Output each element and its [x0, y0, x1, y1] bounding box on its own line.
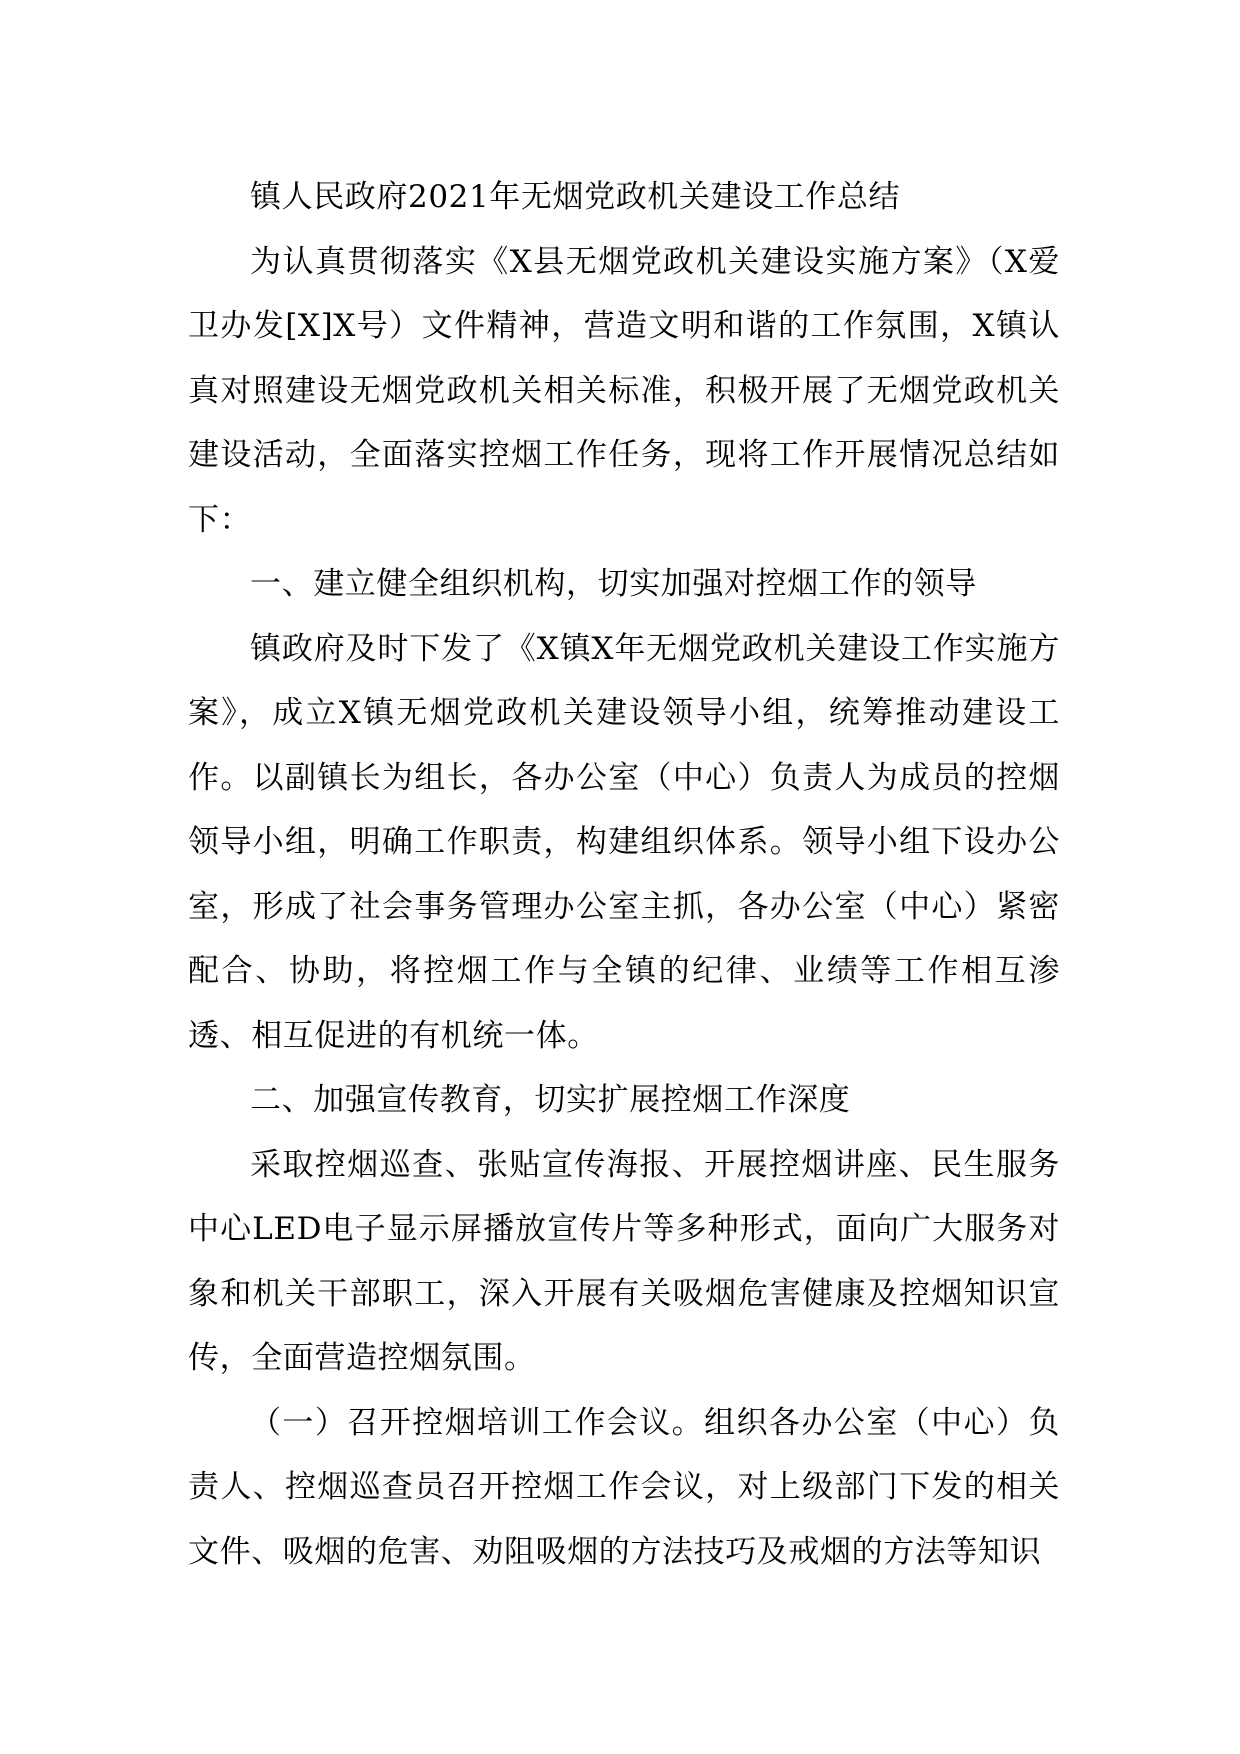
intro-paragraph: 为认真贯彻落实《X县无烟党政机关建设实施方案》（X爱卫办发[X]X号）文件精神，营造文明和谐的工作氛围，X镇认真对照建设无烟党政机关相关标准，积极开展了无烟党政机关建设活动，全面落实控烟工作任务，现将工作开展情况总结如下：	[188, 243, 1060, 538]
section-heading-1: 一、建立健全组织机构，切实加强对控烟工作的领导	[250, 566, 977, 602]
document-body	[188, 165, 1060, 1584]
section-heading-2: 二、加强宣传教育，切实扩展控烟工作深度	[250, 1082, 851, 1118]
section-2-paragraph: 采取控烟巡查、张贴宣传海报、开展控烟讲座、民生服务中心LED电子显示屏播放宣传片等多种形式，面向广大服务对象和机关干部职工，深入开展有关吸烟危害健康及控烟知识宣传，全面营造控烟氛围。	[188, 1146, 1060, 1376]
document-title: 镇人民政府2021年无烟党政机关建设工作总结	[250, 179, 901, 215]
subsection-1-paragraph: （一）召开控烟培训工作会议。组织各办公室（中心）负责人、控烟巡查员召开控烟工作会议，对上级部门下发的相关文件、吸烟的危害、劝阻吸烟的方法技巧及戒烟的方法等知识	[188, 1404, 1060, 1570]
section-1-paragraph: 镇政府及时下发了《X镇X年无烟党政机关建设工作实施方案》，成立X镇无烟党政机关建设领导小组，统筹推动建设工作。以副镇长为组长，各办公室（中心）负责人为成员的控烟领导小组，明确工作职责，构建组织体系。领导小组下设办公室，形成了社会事务管理办公室主抓，各办公室（中心）紧密配合、协助，将控烟工作与全镇的纪律、业绩等工作相互渗透、相互促进的有机统一体。	[188, 630, 1060, 1054]
